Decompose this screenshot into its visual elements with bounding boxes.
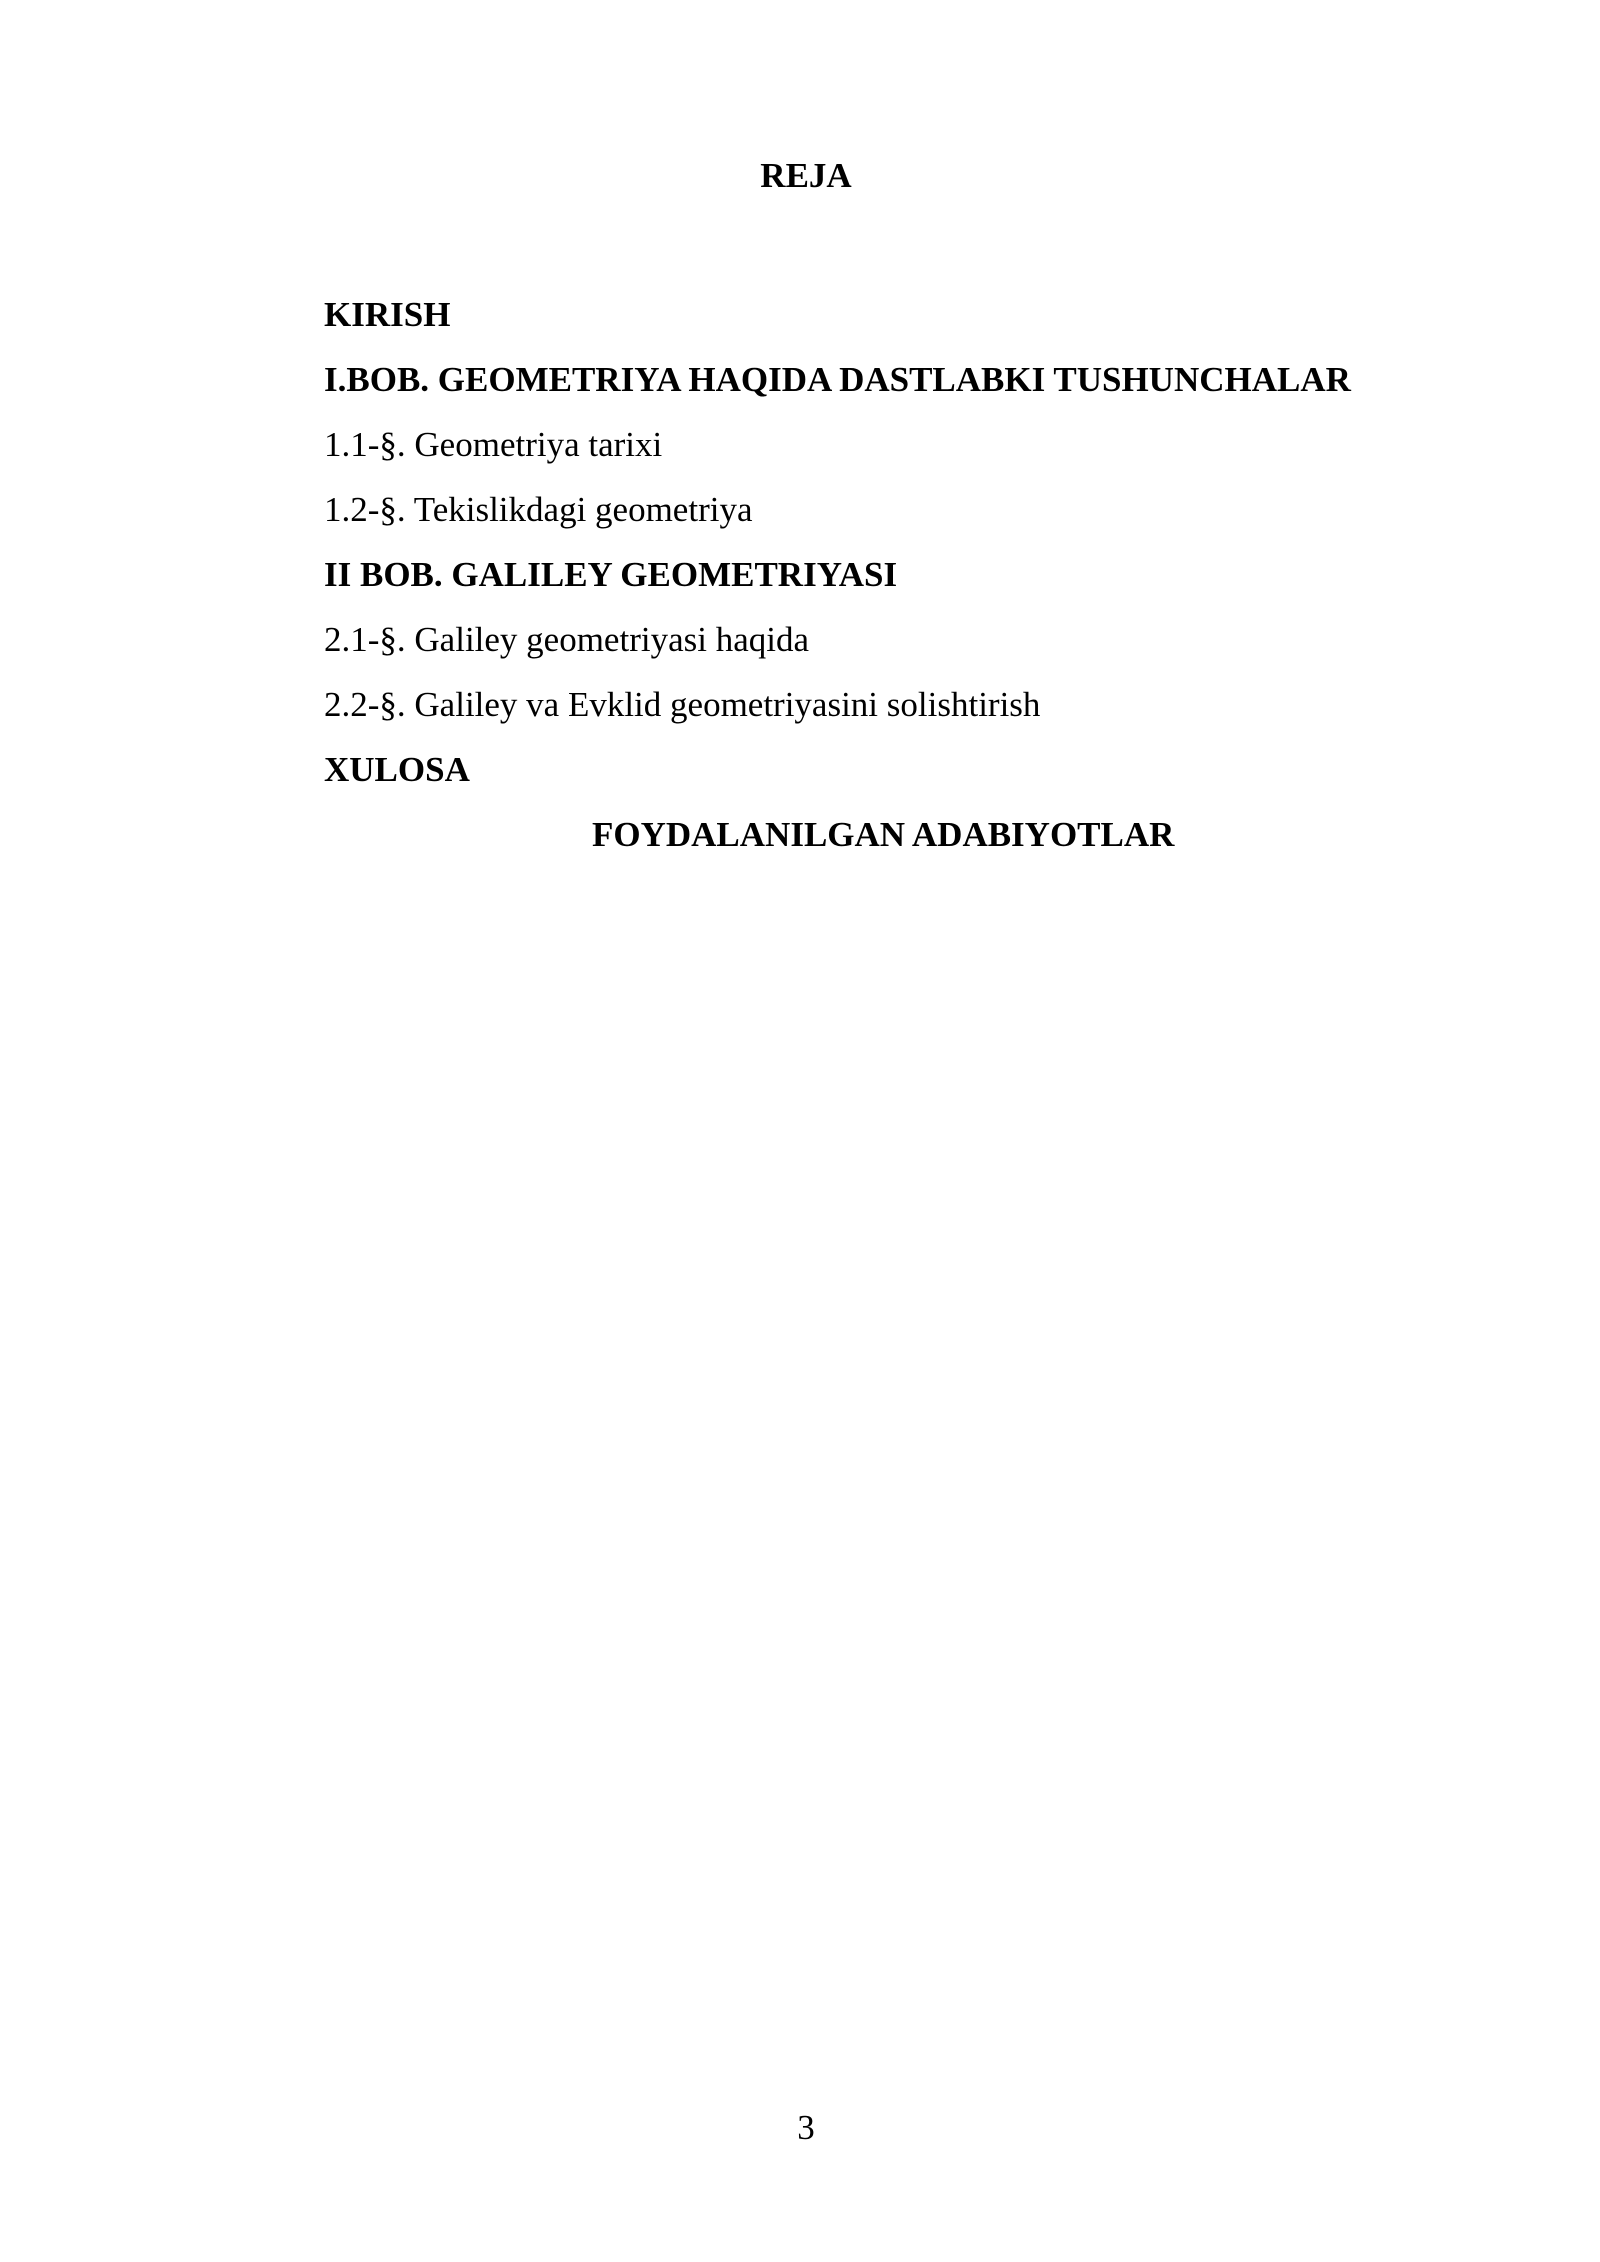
toc-item-section-2-1: 2.1-§. Galiley geometriyasi haqida (324, 620, 809, 659)
toc-item-section-2-2: 2.2-§. Galiley va Evklid geometriyasini solishtirish (324, 685, 1041, 724)
page-title: REJA (760, 156, 852, 195)
toc-item-xulosa: XULOSA (324, 750, 470, 789)
page-number: 3 (797, 2108, 815, 2147)
toc-item-section-1-1: 1.1-§. Geometriya tarixi (324, 425, 663, 464)
toc-item-kirish: KIRISH (324, 295, 451, 334)
toc-item-references: FOYDALANILGAN ADABIYOTLAR (592, 815, 1175, 854)
toc-item-section-1-2: 1.2-§. Tekislikdagi geometriya (324, 490, 753, 529)
toc-item-chapter-1: I.BOB. GEOMETRIYA HAQIDA DASTLABKI TUSHUNCHALAR (324, 360, 1351, 399)
toc-item-chapter-2: II BOB. GALILEY GEOMETRIYASI (324, 555, 898, 594)
table-of-contents (324, 282, 1504, 867)
